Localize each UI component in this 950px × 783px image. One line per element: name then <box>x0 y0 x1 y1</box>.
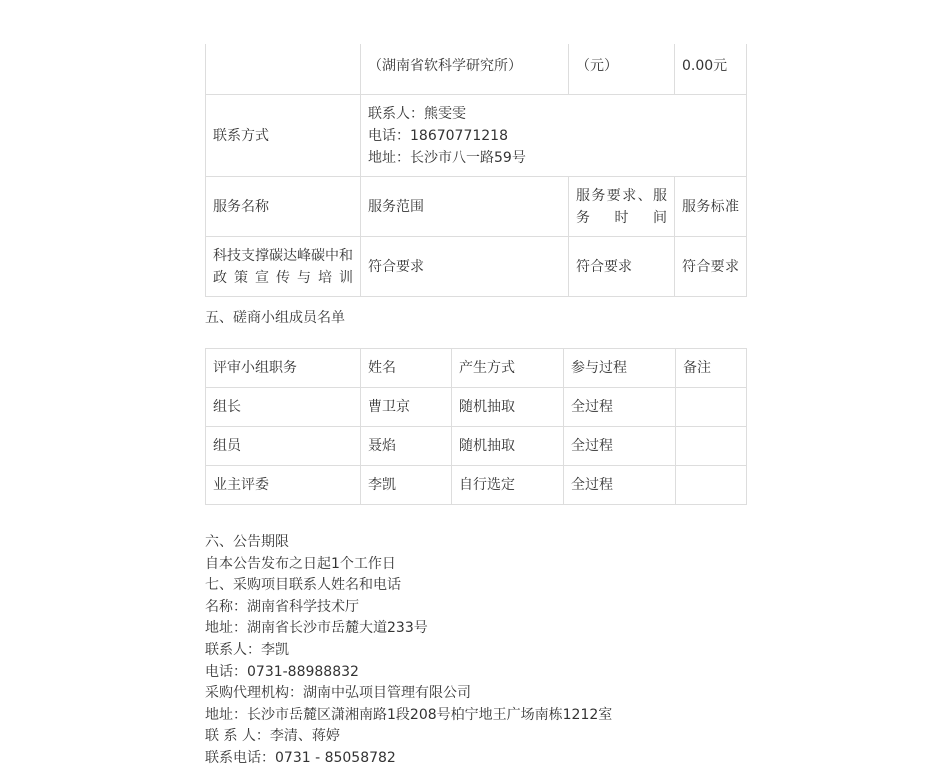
contact-address: 地址：长沙市八一路59号 <box>368 149 526 166</box>
header-cell: 评审小组职务 <box>206 349 361 388</box>
table-row <box>206 466 747 505</box>
section-7-title: 七、采购项目联系人姓名和电话 <box>205 577 401 594</box>
contact-phone: 电话：18670771218 <box>368 127 508 144</box>
header-cell-service-scope: 服务范围 <box>361 177 569 237</box>
table-cell: 全过程 <box>564 427 676 466</box>
table-row <box>206 237 747 297</box>
table-cell: 李凯 <box>361 466 452 505</box>
agency-address: 地址：长沙市岳麓区潇湘南路1段208号柏宁地王广场南栋1212室 <box>205 706 613 723</box>
table-cell: 业主评委 <box>206 466 361 505</box>
table-cell: 聂焰 <box>361 427 452 466</box>
table-cell: 曹卫京 <box>361 388 452 427</box>
table-cell: 0.00元 <box>675 44 747 95</box>
announcement-period: 自本公告发布之日起1个工作日 <box>205 555 396 572</box>
purchaser-contact: 联系人：李凯 <box>205 641 289 658</box>
table-cell: 组长 <box>206 388 361 427</box>
contact-person: 联系人：熊雯雯 <box>368 105 466 122</box>
table-cell <box>676 427 747 466</box>
supplier-table <box>205 44 747 297</box>
header-cell: 姓名 <box>361 349 452 388</box>
table-cell <box>206 44 361 95</box>
service-name-cell: 科技支撑碳达峰碳中和政策宣传与培训 <box>206 237 361 297</box>
purchaser-name: 名称：湖南省科学技术厅 <box>205 598 359 615</box>
contact-label: 联系方式 <box>206 95 361 177</box>
section-5-title: 五、磋商小组成员名单 <box>205 310 345 326</box>
table-row <box>206 427 747 466</box>
table-row <box>206 388 747 427</box>
table-row <box>206 44 747 95</box>
header-cell: 参与过程 <box>564 349 676 388</box>
announcement-details <box>205 532 612 770</box>
header-cell: 备注 <box>676 349 747 388</box>
header-cell: 产生方式 <box>452 349 564 388</box>
agency-contact: 联 系 人：李清、蒋婷 <box>205 728 340 745</box>
supplier-table-container <box>205 44 746 297</box>
section-6-title: 六、公告期限 <box>205 534 289 550</box>
table-cell: 自行选定 <box>452 466 564 505</box>
header-cell-service-standard: 服务标准 <box>675 177 747 237</box>
agency-phone: 联系电话：0731 - 85058782 <box>205 749 396 766</box>
purchaser-phone: 电话：0731-88988832 <box>205 663 359 680</box>
table-cell: 全过程 <box>564 466 676 505</box>
header-cell-service-name: 服务名称 <box>206 177 361 237</box>
header-cell-service-requirement: 服务要求、服务时间 <box>569 177 675 237</box>
contact-details <box>361 95 747 177</box>
table-cell: 随机抽取 <box>452 427 564 466</box>
table-cell: 随机抽取 <box>452 388 564 427</box>
table-header-row <box>206 177 747 237</box>
table-cell: 组员 <box>206 427 361 466</box>
table-header-row <box>206 349 747 388</box>
committee-table <box>205 348 747 505</box>
service-standard-cell: 符合要求 <box>675 237 747 297</box>
table-cell <box>676 388 747 427</box>
committee-table-container <box>205 348 746 505</box>
table-cell <box>676 466 747 505</box>
service-requirement-cell: 符合要求 <box>569 237 675 297</box>
purchaser-address: 地址：湖南省长沙市岳麓大道233号 <box>205 620 428 637</box>
agency-name: 采购代理机构：湖南中弘项目管理有限公司 <box>205 685 471 702</box>
contact-row <box>206 95 747 177</box>
table-cell: 全过程 <box>564 388 676 427</box>
table-cell: （元） <box>569 44 675 95</box>
service-scope-cell: 符合要求 <box>361 237 569 297</box>
table-cell: （湖南省软科学研究所） <box>361 44 569 95</box>
